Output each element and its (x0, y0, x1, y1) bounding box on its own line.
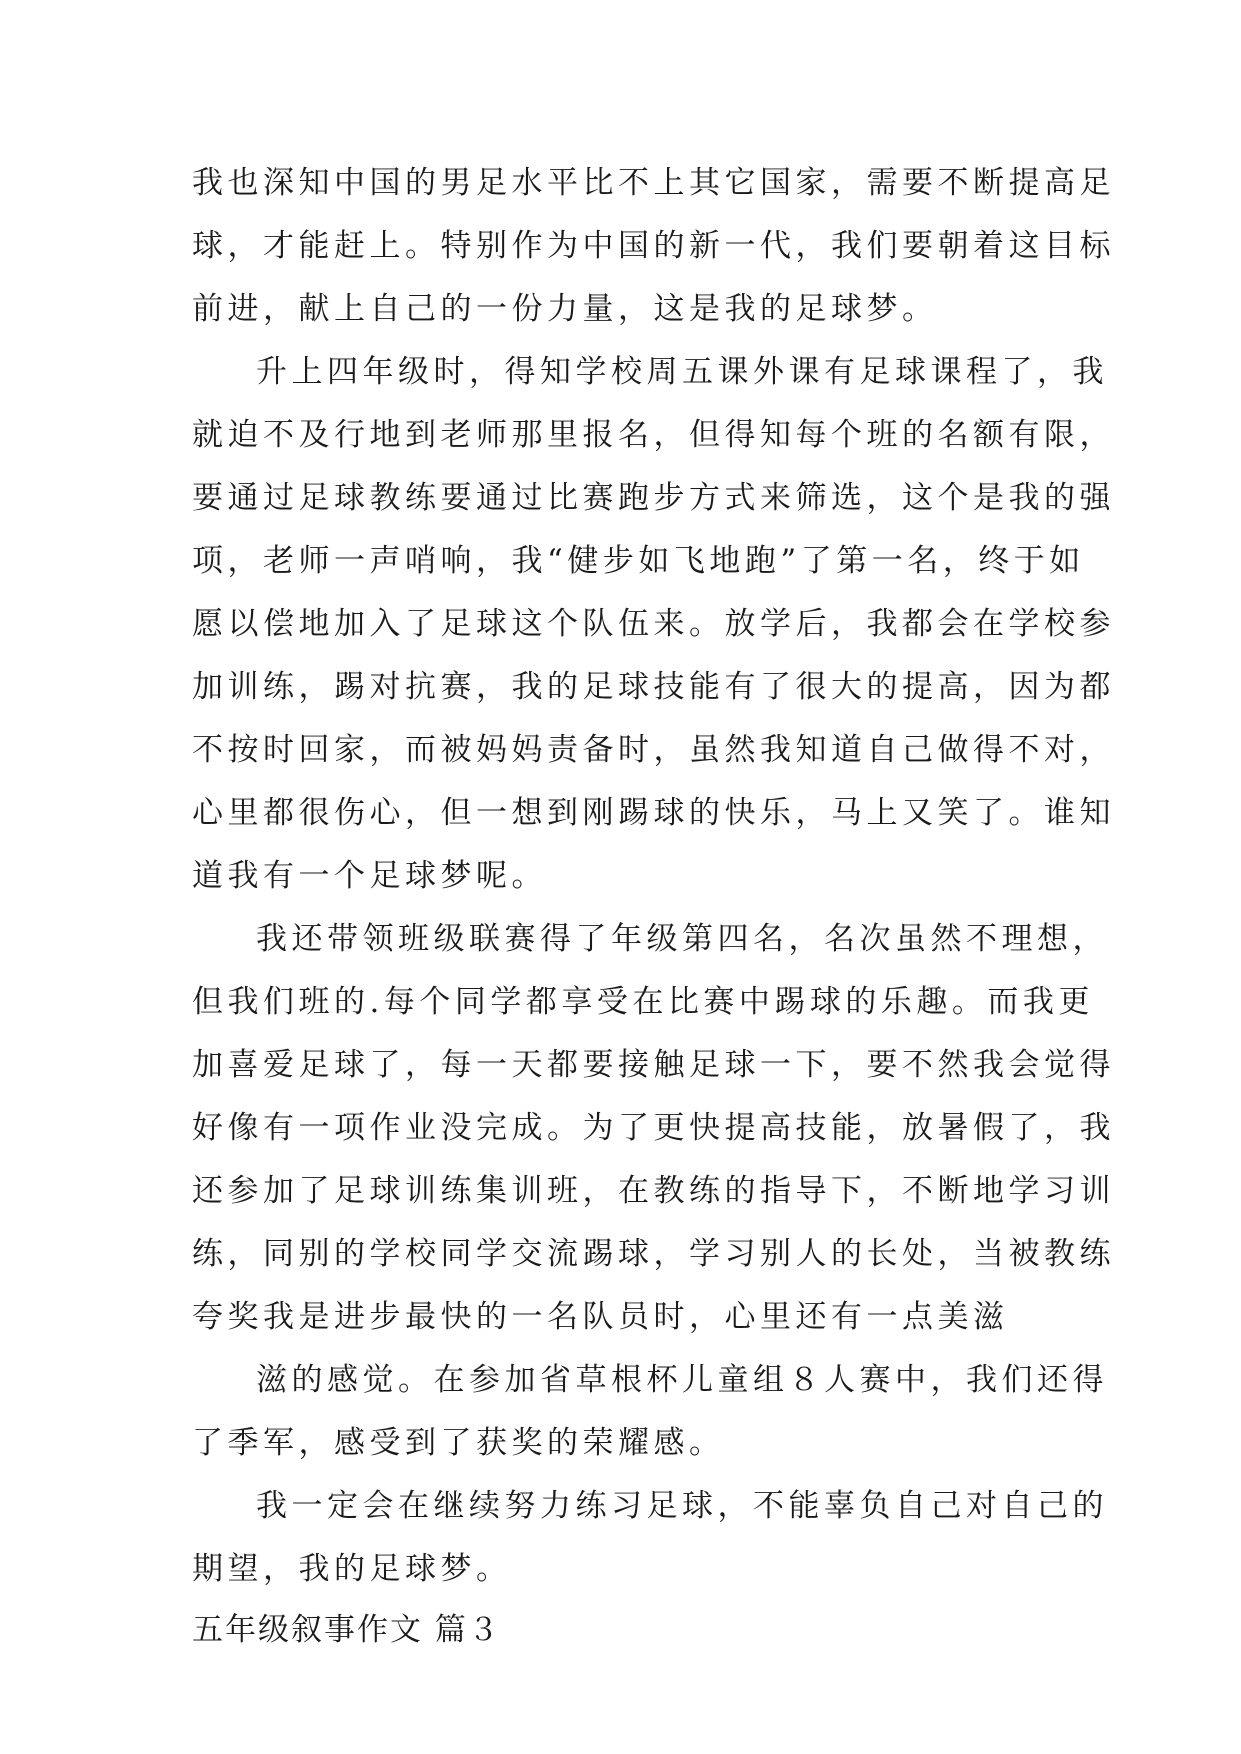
paragraph-3-line-2: 但我们班的.每个同学都享受在比赛中踢球的乐趣。而我更 (192, 984, 1094, 1020)
paragraph-3-line-1: 我还带领班级联赛得了年级第四名，名次虽然不理想， (256, 921, 1108, 957)
paragraph-2-line-1: 升上四年级时，得知学校周五课外课有足球课程了，我 (256, 354, 1108, 390)
paragraph-2-line-5: 愿以偿地加入了足球这个队伍来。放学后，我都会在学校参 (192, 606, 1115, 642)
paragraph-4-line-1: 滋的感觉。在参加省草根杯儿童组８人赛中，我们还得 (256, 1362, 1108, 1398)
paragraph-1-line-1: 我也深知中国的男足水平比不上其它国家，需要不断提高足 (192, 165, 1115, 201)
paragraph-3-line-5: 还参加了足球训练集训班，在教练的指导下，不断地学习训 (192, 1173, 1115, 1209)
paragraph-1-line-2: 球，才能赶上。特别作为中国的新一代，我们要朝着这目标 (192, 228, 1115, 264)
paragraph-2-line-6: 加训练，踢对抗赛，我的足球技能有了很大的提高，因为都 (192, 669, 1115, 705)
paragraph-4-line-2: 了季军，感受到了获奖的荣耀感。 (192, 1425, 725, 1461)
paragraph-2-line-3: 要通过足球教练要通过比赛跑步方式来筛选，这个是我的强 (192, 480, 1115, 516)
section-heading: 五年级叙事作文 篇３ (192, 1612, 501, 1648)
paragraph-2-line-7: 不按时回家，而被妈妈责备时，虽然我知道自己做得不对， (192, 732, 1115, 768)
paragraph-2-line-9: 道我有一个足球梦呢。 (192, 858, 547, 894)
paragraph-3-line-3: 加喜爱足球了，每一天都要接触足球一下，要不然我会觉得 (192, 1047, 1115, 1083)
paragraph-3-line-4: 好像有一项作业没完成。为了更快提高技能，放暑假了，我 (192, 1110, 1115, 1146)
paragraph-2-line-4: 项，老师一声哨响，我“健步如飞地跑”了第一名，终于如 (192, 543, 1085, 579)
paragraph-5-line-2: 期望，我的足球梦。 (192, 1551, 512, 1587)
paragraph-5-line-1: 我一定会在继续努力练习足球，不能辜负自己对自己的 (256, 1488, 1108, 1524)
paragraph-2-line-8: 心里都很伤心，但一想到刚踢球的快乐，马上又笑了。谁知 (192, 795, 1115, 831)
paragraph-2-line-2: 就迫不及行地到老师那里报名，但得知每个班的名额有限， (192, 417, 1115, 453)
paragraph-3-line-7: 夸奖我是进步最快的一名队员时，心里还有一点美滋 (192, 1299, 1009, 1335)
paragraph-1-line-3: 前进，献上自己的一份力量，这是我的足球梦。 (192, 291, 938, 327)
paragraph-3-line-6: 练，同别的学校同学交流踢球，学习别人的长处，当被教练 (192, 1236, 1115, 1272)
